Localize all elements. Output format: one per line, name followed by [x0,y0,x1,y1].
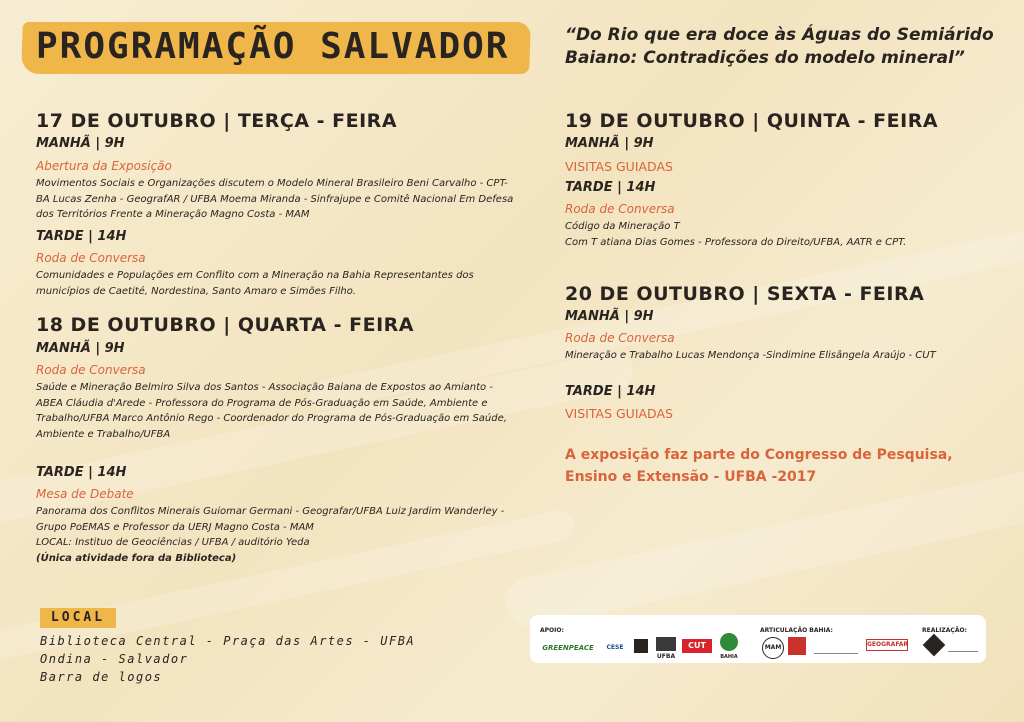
day20-heading: 20 DE OUTUBRO | SEXTA - FEIRA [565,283,925,305]
day19-heading: 19 DE OUTUBRO | QUINTA - FEIRA [565,110,939,132]
partner-text-logo [814,639,858,654]
local-line-1: Biblioteca Central - Praça das Artes - UFBA [40,634,416,648]
mam-logo: MAM [762,637,784,659]
day20-afternoon-activity: VISITAS GUIADAS [565,406,673,421]
day19-afternoon: TARDE | 14H [565,180,656,195]
day17-heading: 17 DE OUTUBRO | TERÇA - FEIRA [36,110,398,132]
geografar-logo: GEOGRAFAR [866,639,908,651]
ufba-crest-icon [656,637,676,651]
day18-afternoon-location: LOCAL: Instituo de Geociências / UFBA / auditório Yeda [36,537,310,548]
day18-morning-desc: Saúde e Mineração Belmiro Silva dos Santos - Associação Baiana de Expostos ao Amianto -ABEA Cláudia d'Arede - Professora do Programa de Pós-Graduação em Saúde, Ambiente e Trabalho/UFBA Marco Antônio Rego - Coordenador do Programa de Pós-Graduação em Saúde, Ambiente e Trabalho/UFBA [36,382,507,440]
cese-logo: CESE [606,644,624,651]
bahia-logo: BAHIA [720,654,738,660]
realizacao-label: REALIZAÇÃO: [922,627,967,634]
subtitle-quote: “Do Rio que era doce às Águas do Semiárido Baiano: Contradições do modelo mineral” [565,25,994,68]
day20-afternoon: TARDE | 14H [565,384,656,399]
logos-bar [530,615,986,663]
day19-afternoon-desc-1: Código da Mineração T [565,221,680,232]
day17-afternoon-activity: Roda de Conversa [36,251,146,265]
day17-morning-activity: Abertura da Exposição [36,159,172,173]
congress-note: A exposição faz parte do Congresso de Pesquisa, Ensino e Extensão - UFBA -2017 [565,447,953,485]
day17-afternoon: TARDE | 14H [36,229,127,244]
realizacao-text-logo [948,641,978,652]
day18-morning: MANHÃ | 9H [36,341,125,356]
greenpeace-logo: GREENPEACE [542,644,594,652]
day18-morning-activity: Roda de Conversa [36,363,146,377]
day18-afternoon-note: (Única atividade fora da Biblioteca) [36,553,237,564]
day20-morning-activity: Roda de Conversa [565,331,675,345]
cut-logo: CUT [682,639,712,653]
local-label: LOCAL [40,608,116,628]
day18-afternoon-desc: Panorama dos Conflitos Minerais Guiomar Germani - Geografar/UFBA Luiz Jardim Wanderley - Grupo PoEMAS e Professor da UERJ Magno Costa - MAM [36,506,505,533]
day17-morning-desc: Movimentos Sociais e Organizações discutem o Modelo Mineral Brasileiro Beni Carvalho - CPT-BA Lucas Zenha - GeografAR / UFBA Moema Miranda - Sinfrajupe e Comitê Nacional Em Defesa dos Territórios Frente a Mineração Magno Costa - MAM [36,178,514,220]
day19-morning: MANHÃ | 9H [565,136,654,151]
bahia-emblem-icon [720,633,738,651]
day19-afternoon-desc-2: Com T atiana Dias Gomes - Professora do Direito/UFBA, AATR e CPT. [565,237,907,248]
day17-morning: MANHÃ | 9H [36,136,125,151]
articulacao-label: ARTICULAÇÃO BAHIA: [760,627,833,634]
local-line-3: Barra de logos [40,670,163,684]
partner-logo [788,637,806,655]
day17-afternoon-desc: Comunidades e Populações em Conflito com a Mineração na Bahia Representantes dos municípios de Caetité, Nordestina, Santo Amaro e Simões Filho. [36,270,474,297]
ufba-logo: UFBA [656,653,676,660]
logo-mark [634,639,648,653]
apoio-label: APOIO: [540,627,564,634]
local-line-2: Ondina - Salvador [40,652,189,666]
day19-morning-activity: VISITAS GUIADAS [565,159,673,174]
day18-afternoon-activity: Mesa de Debate [36,487,134,501]
day18-heading: 18 DE OUTUBRO | QUARTA - FEIRA [36,314,414,336]
realizacao-logo-icon [923,634,946,657]
day18-afternoon: TARDE | 14H [36,465,127,480]
day20-morning-desc: Mineração e Trabalho Lucas Mendonça -Sindimine Elisângela Araújo - CUT [565,350,936,361]
day20-morning: MANHÃ | 9H [565,309,654,324]
page-title: PROGRAMAÇÃO SALVADOR [36,26,510,67]
day19-afternoon-activity: Roda de Conversa [565,202,675,216]
